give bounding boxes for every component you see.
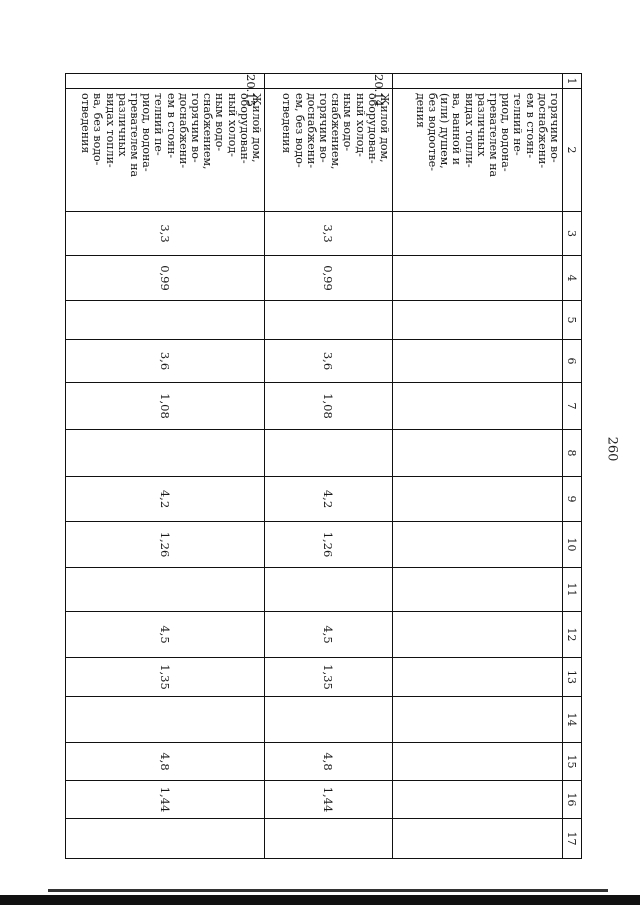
col-number: 16 [563,781,582,819]
table-cell: 1,35 [66,658,265,697]
table-cell: 3,3 [265,212,393,256]
table-cell [66,301,265,340]
table-cell: 4,8 [265,743,393,781]
scan-bottom-edge [0,895,640,905]
col-number: 13 [563,658,582,697]
table-cell [66,568,265,612]
table-cell: 1,08 [66,383,265,430]
col-number: 11 [563,568,582,612]
page-number: 260 [604,436,620,462]
table-cell [265,697,393,743]
table-cell [393,697,563,743]
row-label: горячим во- доснабжени- ем в стоян- телний не- риод, водона- гревателем на различных видах топли- ва, ванной и (или) душем, без водоотве- дения [393,89,563,212]
table-cell [66,819,265,859]
table-cell [393,256,563,301]
col-number: 8 [563,430,582,477]
col-number: 1 [563,74,582,89]
col-number: 7 [563,383,582,430]
col-number: 15 [563,743,582,781]
table-cell [66,697,265,743]
table-cell [265,301,393,340]
row-label: Жилой дом, оборудован- ный холод- ным водо- снабжением, горячим во- доснабжени- ем в стоян- телний пе- риод, водона- гревателем на различных видах топли- ва, без водо- отведения [66,89,265,212]
table-cell: 1,35 [265,658,393,697]
table-cell [393,340,563,383]
table-cell: 3,3 [66,212,265,256]
table-cell: 3,6 [66,340,265,383]
row-code: 20.15 [66,74,265,89]
col-number: 3 [563,212,582,256]
col-number: 2 [563,89,582,212]
table-cell [393,301,563,340]
table-cell [393,430,563,477]
row-label: Жилой дом, оборудован- ный холод- ным водо- снабжением, горячим во- доснабжени- ем, без водо- отведения [265,89,393,212]
scan-edge-line [48,889,608,892]
table-cell: 1,26 [265,522,393,568]
table-cell [393,477,563,522]
table-cell [265,430,393,477]
norms-table [65,73,582,859]
table-cell: 1,26 [66,522,265,568]
table-cell: 1,08 [265,383,393,430]
header-number-row [563,74,582,859]
table-cell [393,743,563,781]
col-number: 6 [563,340,582,383]
table-cell: 4,5 [265,612,393,658]
row-code [393,74,563,89]
col-number: 9 [563,477,582,522]
table-cell [393,781,563,819]
table-cell: 4,2 [66,477,265,522]
table-cell [265,819,393,859]
table-cell: 0,99 [66,256,265,301]
table-cell [393,819,563,859]
table-cell [393,522,563,568]
col-number: 5 [563,301,582,340]
table-cell: 4,5 [66,612,265,658]
table-row [265,74,393,859]
table-row [393,74,563,859]
rotated-table-container [67,73,582,858]
table-cell [265,568,393,612]
row-code: 20.14 [265,74,393,89]
table-cell: 1,44 [66,781,265,819]
table-cell [393,212,563,256]
table-cell [393,568,563,612]
table-cell [393,658,563,697]
col-number: 4 [563,256,582,301]
table-cell: 0,99 [265,256,393,301]
table-row [66,74,265,859]
table-cell [66,430,265,477]
col-number: 10 [563,522,582,568]
col-number: 17 [563,819,582,859]
col-number: 14 [563,697,582,743]
table-cell [393,383,563,430]
col-number: 12 [563,612,582,658]
table-cell: 4,2 [265,477,393,522]
table-cell [393,612,563,658]
table-cell: 1,44 [265,781,393,819]
table-cell: 3,6 [265,340,393,383]
table-cell: 4,8 [66,743,265,781]
